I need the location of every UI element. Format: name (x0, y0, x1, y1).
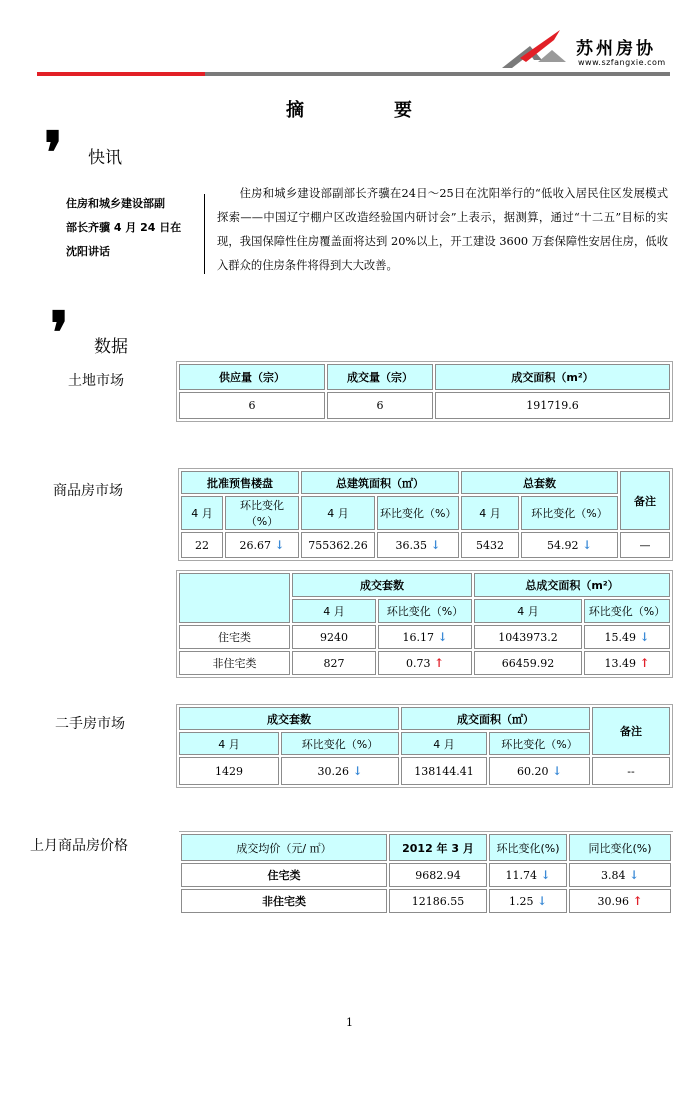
page-title-char2: 要 (394, 100, 412, 121)
price-header: 成交均价（元/ ㎡） (181, 834, 387, 861)
price-row-label: 住宅类 (181, 863, 387, 887)
commercial-cell-value: 36.35 (395, 539, 427, 552)
arrow-down-icon: ↓ (430, 538, 441, 552)
commercial-remark-header: 备注 (620, 471, 670, 530)
price-cell: 12186.55 (389, 889, 487, 913)
price-cell (569, 889, 671, 913)
deal-corner (179, 573, 290, 623)
second-hand-cell-value: 30.26 (317, 765, 349, 778)
deal-cell-value: 15.49 (604, 631, 636, 644)
price-cell-value: 30.96 (597, 895, 629, 908)
price-cell-value: 1.25 (508, 895, 534, 908)
second-hand-remark-header: 备注 (592, 707, 670, 755)
deal-group-header: 总成交面积（m²） (474, 573, 670, 597)
header-bar-red (37, 72, 205, 76)
price-cell (489, 889, 567, 913)
deal-cell-value: 16.17 (402, 631, 434, 644)
land-cell: 6 (179, 392, 325, 419)
price-row-label: 非住宅类 (181, 889, 387, 913)
data-comma-icon: ❜ (50, 299, 69, 367)
deal-group-header: 成交套数 (292, 573, 472, 597)
second-hand-sub-header: 4 月 (179, 732, 279, 755)
commercial-cell (521, 532, 618, 558)
data-section-title: 数据 (94, 337, 128, 357)
deal-cell-value: 0.73 (405, 657, 431, 670)
commercial-supply-table (178, 468, 673, 561)
header-logo (500, 28, 670, 72)
commercial-sub-header: 环比变化（%） (225, 496, 299, 530)
commercial-group-header: 总建筑面积（㎡） (301, 471, 459, 494)
commercial-cell (377, 532, 459, 558)
second-hand-cell: -- (592, 757, 670, 785)
commercial-cell: 22 (181, 532, 223, 558)
second-hand-cell (489, 757, 590, 785)
price-header: 环比变化(%) (489, 834, 567, 861)
arrow-down-icon: ↓ (551, 764, 563, 778)
price-header: 2012 年 3 月 (389, 834, 487, 861)
second-hand-sub-header: 4 月 (401, 732, 487, 755)
deal-cell (584, 651, 670, 675)
land-header: 成交量（宗） (327, 364, 433, 390)
news-divider (204, 194, 205, 274)
second-hand-sub-header: 环比变化（%） (281, 732, 399, 755)
news-body: 住房和城乡建设部副部长齐骥在24日～25日在沈阳举行的“低收入居民住区发展模式探索——中国辽宁棚户区改造经验国内研讨会”上表示，据测算，通过“十二五”目标的实现，我国保障性住房覆盖面将达到 20%以上，开工建设 3600 万套保障性安居住房，低收入群众的住房条件将得到大大改善。 (217, 187, 668, 272)
price-cell-value: 11.74 (505, 869, 537, 882)
deal-sub-header: 环比变化（%） (378, 599, 472, 623)
commercial-sub-header: 环比变化（%） (521, 496, 618, 530)
arrow-down-icon: ↓ (628, 868, 640, 882)
commercial-deal-table (176, 570, 673, 678)
arrow-down-icon: ↓ (536, 894, 548, 908)
arrow-down-icon: ↓ (639, 630, 650, 644)
arrow-down-icon: ↓ (352, 764, 363, 778)
second-hand-cell (281, 757, 399, 785)
commercial-cell-value: 26.67 (239, 539, 271, 552)
second-hand-cell-value: 60.20 (516, 765, 549, 778)
deal-cell: 9240 (292, 625, 376, 649)
deal-sub-header: 4 月 (292, 599, 376, 623)
land-cell: 6 (327, 392, 433, 419)
commercial-group-header: 批准预售楼盘 (181, 471, 299, 494)
price-cell: 9682.94 (389, 863, 487, 887)
second-hand-group-header: 成交面积（㎡） (401, 707, 590, 730)
second-hand-market-label: 二手房市场 (55, 716, 125, 732)
commercial-cell: — (620, 532, 670, 558)
arrow-up-icon: ↑ (632, 894, 643, 908)
news-side-heading (66, 192, 196, 264)
second-hand-cell: 138144.41 (401, 757, 487, 785)
deal-cell: 1043973.2 (474, 625, 582, 649)
price-cell (489, 863, 567, 887)
second-hand-sub-header: 环比变化（%） (489, 732, 590, 755)
commercial-sub-header: 环比变化（%） (377, 496, 459, 530)
header-bar-gray (205, 72, 670, 76)
commercial-sub-header: 4 月 (301, 496, 375, 530)
commercial-sub-header: 4 月 (461, 496, 519, 530)
deal-cell: 827 (292, 651, 376, 675)
commercial-cell-value: 54.92 (546, 539, 579, 552)
page-number: 1 (346, 1016, 353, 1029)
price-label: 上月商品房价格 (30, 838, 128, 854)
commercial-cell: 5432 (461, 532, 519, 558)
arrow-up-icon: ↑ (433, 656, 445, 670)
commercial-cell (225, 532, 299, 558)
commercial-group-header: 总套数 (461, 471, 618, 494)
commercial-cell: 755362.26 (301, 532, 375, 558)
deal-row-label: 非住宅类 (179, 651, 290, 675)
land-header: 供应量（宗） (179, 364, 325, 390)
land-header: 成交面积（m²） (435, 364, 670, 390)
price-table (179, 831, 673, 915)
deal-cell (378, 651, 472, 675)
deal-row-label: 住宅类 (179, 625, 290, 649)
second-hand-cell: 1429 (179, 757, 279, 785)
news-side-line: 沈阳讲话 (66, 245, 110, 258)
arrow-up-icon: ↑ (639, 656, 650, 670)
deal-sub-header: 4 月 (474, 599, 582, 623)
deal-cell-value: 13.49 (604, 657, 636, 670)
logo-mark-icon (500, 28, 570, 72)
deal-cell (378, 625, 472, 649)
price-header: 同比变化(%) (569, 834, 671, 861)
commercial-sub-header: 4 月 (181, 496, 223, 530)
price-cell (569, 863, 671, 887)
arrow-down-icon: ↓ (581, 538, 593, 552)
second-hand-group-header: 成交套数 (179, 707, 399, 730)
land-market-table (176, 361, 673, 422)
arrow-down-icon: ↓ (437, 630, 448, 644)
logo-url: www.szfangxie.com (578, 58, 666, 67)
arrow-down-icon: ↓ (540, 868, 551, 882)
deal-cell (584, 625, 670, 649)
deal-sub-header: 环比变化（%） (584, 599, 670, 623)
second-hand-table (176, 704, 673, 788)
news-side-line: 住房和城乡建设部副 (66, 197, 165, 210)
land-cell: 191719.6 (435, 392, 670, 419)
land-market-label: 土地市场 (68, 373, 124, 389)
news-side-line: 部长齐骥 4 月 24 日在 (66, 221, 182, 234)
arrow-down-icon: ↓ (274, 538, 285, 552)
news-section-title: 快讯 (88, 148, 122, 168)
news-comma-icon: ❜ (44, 119, 63, 187)
logo-text: 苏州房协 (576, 39, 656, 59)
price-cell-value: 3.84 (600, 869, 626, 882)
commercial-market-label: 商品房市场 (53, 483, 123, 499)
deal-cell: 66459.92 (474, 651, 582, 675)
page-title-char1: 摘 (286, 100, 304, 121)
